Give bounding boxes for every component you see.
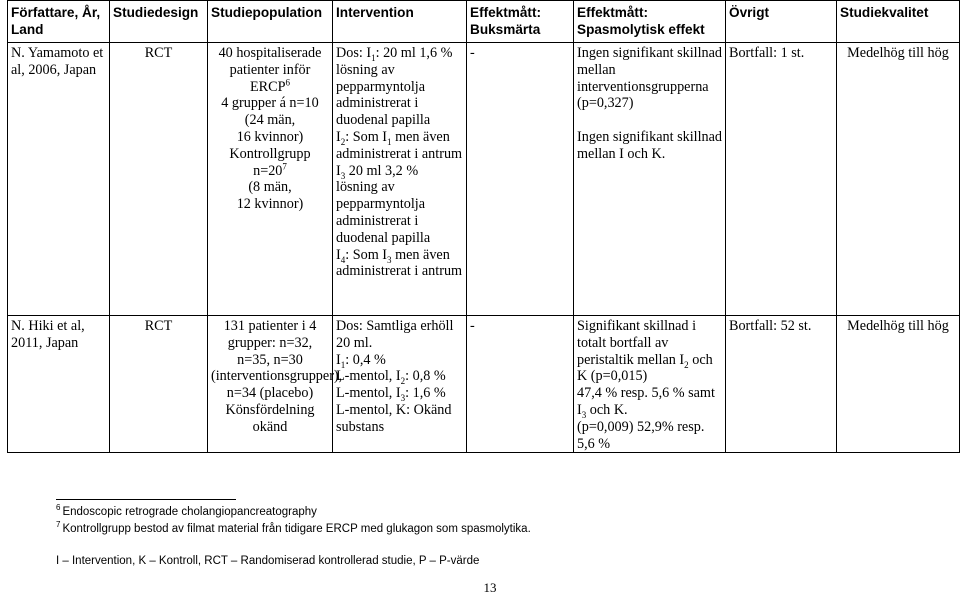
pain-cell: - (467, 43, 574, 316)
population-cell: 131 patienter i 4 grupper: n=32, n=35, n=30 (interventionsgrupper), n=34 (placebo) Könsfördelning okänd (208, 316, 333, 453)
page-number: 13 (483, 580, 497, 595)
spasm-cell: Signifikant skillnad i totalt bortfall av peristaltik mellan $I_2$ och K (p=0,015) 47,4 % resp. 5,6 % samt $I_3$ och K. (p=0,009) 52,9% resp. 5,6 % (574, 316, 726, 453)
study-table (7, 0, 960, 453)
quality-cell: Medelhög till hög (837, 316, 960, 453)
header-other: Övrigt (726, 1, 837, 43)
footnote-separator (56, 499, 236, 500)
author-cell: N. Hiki et al, 2011, Japan (8, 316, 110, 453)
header-author: Författare, År, Land (8, 1, 110, 43)
intervention-cell: Dos: Samtliga erhöll 20 ml. $I_1$: 0,4 % L-mentol, $I_2$: 0,8 % L-mentol, $I_3$: 1,6 % L-mentol, K: Okänd substans (333, 316, 467, 453)
table-row (8, 43, 960, 316)
header-pain: Effektmått: Buksmärta (467, 1, 574, 43)
design-cell: RCT (110, 43, 208, 316)
header-design: Studiedesign (110, 1, 208, 43)
footnote-7: $^7$ Kontrollgrupp bestod av filmat material från tidigare ERCP med glukagon som spasmolytika. (56, 520, 531, 535)
header-spasm: Effektmått: Spasmolytisk effekt (574, 1, 726, 43)
design-cell: RCT (110, 316, 208, 453)
other-cell: Bortfall: 1 st. (726, 43, 837, 316)
table-row (8, 316, 960, 453)
abbreviation-legend: I – Intervention, K – Kontroll, RCT – Randomiserad kontrollerad studie, P – P-värde (56, 555, 480, 567)
author-cell: N. Yamamoto et al, 2006, Japan (8, 43, 110, 316)
population-cell: 40 hospitaliserade patienter inför ERCP$^6$ 4 grupper á n=10 (24 män, 16 kvinnor) Kontrollgrupp $n=20^7$ (8 män, 12 kvinnor) (208, 43, 333, 316)
table-header-row (8, 1, 960, 43)
header-population: Studiepopulation (208, 1, 333, 43)
intervention-cell: Dos: $I_1$: 20 ml 1,6 % lösning av pepparmyntolja administrerat i duodenal papilla $I_2$: Som $I_1$ men även administrerat i antrum $I_3$ 20 ml 3,2 % lösning av pepparmyntolja administrerat i duodenal papilla $I_4$: Som $I_3$ men även administrerat i antrum (333, 43, 467, 316)
footnote-6: $^6$ Endoscopic retrograde cholangiopancreatography (56, 503, 317, 518)
spasm-cell: Ingen signifikant skillnad mellan interventionsgrupperna (p=0,327) Ingen signifikant skillnad mellan I och K. (574, 43, 726, 316)
pain-cell: - (467, 316, 574, 453)
header-quality: Studiekvalitet (837, 1, 960, 43)
header-intervention: Intervention (333, 1, 467, 43)
other-cell: Bortfall: 52 st. (726, 316, 837, 453)
quality-cell: Medelhög till hög (837, 43, 960, 316)
